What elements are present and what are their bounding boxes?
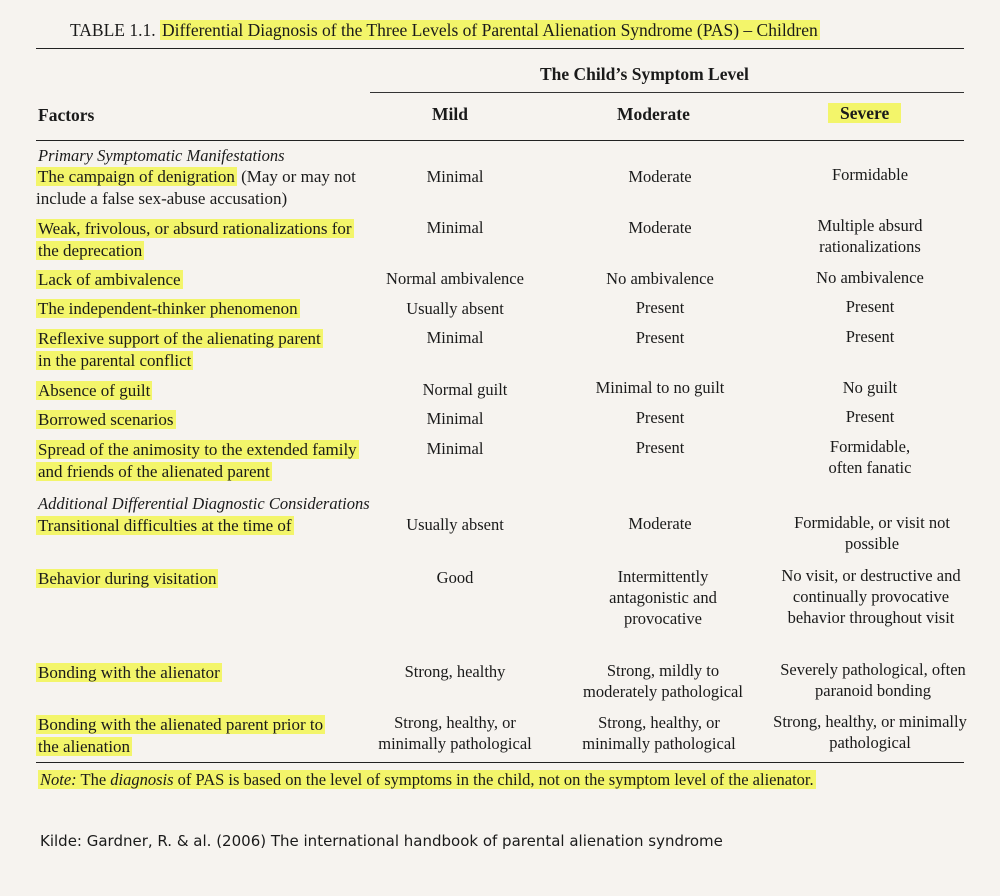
row-independent-severe: Present <box>845 297 895 316</box>
factor-borrowed-scenarios-hl: Borrowed scenarios <box>38 410 174 429</box>
row-reflexive-moderate: Present <box>635 328 685 347</box>
row-guilt-moderate: Minimal to no guilt <box>595 378 725 397</box>
row-visitation-mild: Good <box>436 568 474 587</box>
factor-transitional-hl: Transitional difficulties at the time of <box>38 516 292 535</box>
factor-ambivalence <box>36 269 366 291</box>
row-denigration-severe: Formidable <box>831 165 909 184</box>
row-borrowed-moderate: Present <box>635 408 685 427</box>
factor-bonding-alienator <box>36 662 366 684</box>
note-diagnosis: diagnosis <box>110 770 174 789</box>
factor-denigration-hl: The campaign of denigration <box>38 167 235 186</box>
factor-guilt-hl: Absence of guilt <box>38 381 151 400</box>
header-rule <box>36 140 964 141</box>
factor-bonding-alienated-hl: Bonding with the alienated parent prior to the alienation <box>38 715 324 756</box>
table-note: Note: The diagnosis of PAS is based on the level of symptoms in the child, not on the symptom level of the alienator. <box>40 770 814 789</box>
factor-independent-thinker <box>36 298 366 320</box>
row-bonding-alienator-mild: Strong, healthy <box>404 662 506 681</box>
factor-spread-animosity-hl: Spread of the animosity to the extended family and friends of the alienated parent <box>38 440 357 481</box>
note-label: Note: <box>40 770 77 789</box>
row-guilt-mild: Normal guilt <box>422 380 508 399</box>
factor-ambivalence-hl: Lack of ambivalence <box>38 270 181 289</box>
section-additional: Additional Differential Diagnostic Considerations <box>38 494 370 513</box>
row-independent-moderate: Present <box>635 298 685 317</box>
row-visitation-moderate: Intermittently antagonistic and provocative <box>609 567 717 628</box>
row-borrowed-severe: Present <box>845 407 895 426</box>
severe-label: Severe <box>828 103 901 123</box>
col-header-severe <box>828 103 901 124</box>
row-bonding-alienated-mild: Strong, healthy, or minimally pathological <box>378 713 532 753</box>
factor-reflexive-support-hl: Reflexive support of the alienating parent in the parental conflict <box>38 329 321 370</box>
row-transitional-moderate: Moderate <box>628 514 692 533</box>
source-caption: Kilde: Gardner, R. & al. (2006) The international handbook of parental alienation syndrome <box>40 832 723 850</box>
col-header-mild: Mild <box>432 104 468 124</box>
row-reflexive-severe: Present <box>845 327 895 346</box>
row-guilt-severe: No guilt <box>842 378 898 397</box>
top-rule <box>36 48 964 49</box>
table-label: TABLE 1.1. <box>70 20 156 40</box>
row-bonding-alienator-moderate: Strong, mildly to moderately pathological <box>583 661 743 701</box>
row-visitation-severe: No visit, or destructive and continually provocative behavior throughout visit <box>781 566 961 627</box>
factor-denigration-rest: (May or may not include a false sex-abuse accusation) <box>36 167 356 208</box>
row-transitional-mild: Usually absent <box>406 515 504 534</box>
group-header: The Child’s Symptom Level <box>540 64 749 84</box>
row-rationalizations-severe: Multiple absurd rationalizations <box>817 216 923 256</box>
factor-denigration <box>36 166 366 210</box>
bottom-rule <box>36 762 964 763</box>
row-ambivalence-severe: No ambivalence <box>816 268 924 287</box>
row-bonding-alienated-severe: Strong, healthy, or minimally pathological <box>773 712 967 752</box>
factor-reflexive-support <box>36 328 336 372</box>
factor-guilt <box>36 380 366 402</box>
col-header-factors: Factors <box>38 105 95 125</box>
factor-rationalizations <box>36 218 366 262</box>
row-rationalizations-mild: Minimal <box>426 218 484 237</box>
row-rationalizations-moderate: Moderate <box>628 218 692 237</box>
factor-borrowed-scenarios <box>36 409 366 431</box>
row-ambivalence-mild: Normal ambivalence <box>386 269 524 288</box>
factor-rationalizations-hl: Weak, frivolous, or absurd rationalizations for the deprecation <box>38 219 352 260</box>
row-denigration-mild: Minimal <box>426 167 484 186</box>
factor-visitation <box>36 568 366 590</box>
row-ambivalence-moderate: No ambivalence <box>606 269 714 288</box>
row-transitional-severe: Formidable, or visit not possible <box>794 513 950 553</box>
row-spread-moderate: Present <box>635 438 685 457</box>
factor-independent-thinker-hl: The independent-thinker phenomenon <box>38 299 298 318</box>
row-bonding-alienated-moderate: Strong, healthy, or minimally pathological <box>582 713 736 753</box>
factor-spread-animosity <box>36 439 362 483</box>
row-borrowed-mild: Minimal <box>426 409 484 428</box>
col-header-moderate: Moderate <box>617 104 690 124</box>
factor-bonding-alienator-hl: Bonding with the alienator <box>38 663 220 682</box>
row-bonding-alienator-severe: Severely pathological, often paranoid bonding <box>780 660 966 700</box>
row-denigration-moderate: Moderate <box>628 167 692 186</box>
factor-bonding-alienated <box>36 714 326 758</box>
table-title-text: Differential Diagnosis of the Three Levels of Parental Alienation Syndrome (PAS) – Children <box>161 20 818 40</box>
row-spread-severe: Formidable, often fanatic <box>828 437 912 477</box>
factor-transitional <box>36 515 366 537</box>
factor-visitation-hl: Behavior during visitation <box>38 569 217 588</box>
row-reflexive-mild: Minimal <box>426 328 484 347</box>
row-independent-mild: Usually absent <box>406 299 504 318</box>
group-header-rule <box>370 92 964 93</box>
section-primary: Primary Symptomatic Manifestations <box>38 146 285 165</box>
table-title <box>70 20 820 41</box>
row-spread-mild: Minimal <box>426 439 484 458</box>
